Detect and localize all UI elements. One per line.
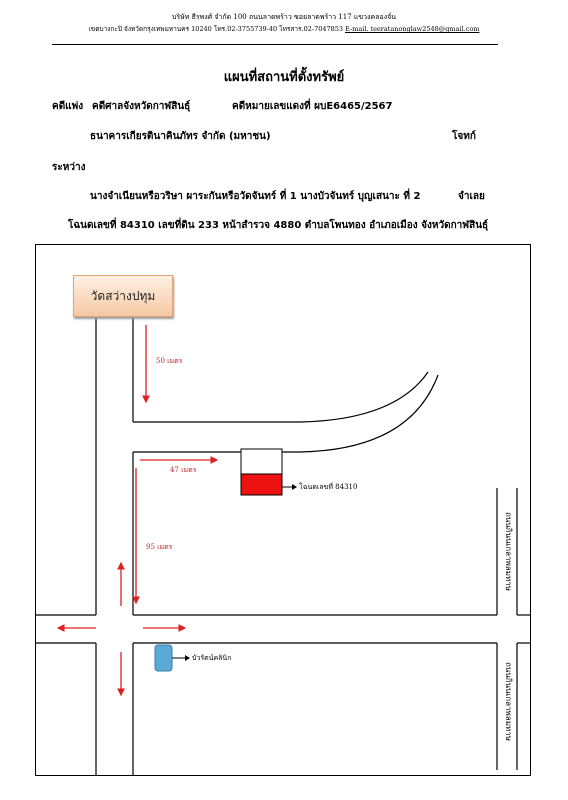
distance-label: 50 เมตร xyxy=(156,357,183,365)
temple-landmark: วัดสว่างปทุม xyxy=(73,275,173,317)
neighbor-plot xyxy=(241,449,282,474)
clinic-label: บัวรัตน์คลินิก xyxy=(192,654,232,662)
between-label: ระหว่าง xyxy=(52,162,86,173)
defendant-role: จำเลย xyxy=(458,191,485,202)
subject-plot xyxy=(241,474,282,495)
distance-label: 47 เมตร xyxy=(170,466,197,474)
court-name: คดีศาลจังหวัดกาฬสินธุ์ xyxy=(92,101,191,112)
phone-fax-text: เขตบางกะปิ จังหวัดกรุงเทพมหานคร 10240 โทร.02-3755739-40 โทรสาร.02-7047853 xyxy=(88,25,344,33)
road-label: ถนนกินนเกลาพลมทาษ xyxy=(504,662,513,742)
page-title: แผนที่สถานที่ตั้งทรัพย์ xyxy=(223,70,345,85)
defendant-name: นางจำเนียนหรือวริษา ผาระกันหรือวัดจันทร์ ที่ 1 นางบัวจันทร์ บุญเสนาะ ที่ 2 xyxy=(90,191,421,202)
case-type: คดีแพ่ง xyxy=(52,101,84,112)
curved-road xyxy=(133,372,428,422)
clinic-icon xyxy=(155,645,172,671)
curved-road xyxy=(133,375,438,452)
road-label: ถนนกินนเกลาพลมทาษ xyxy=(504,512,513,592)
plaintiff-name: ธนาคารเกียรตินาคินภัทร จำกัด (มหาชน) xyxy=(90,131,271,142)
company-address-line: บริษัท ธีรพงศ์ จำกัด 100 ถนนลาดพร้าว ซอยลาดพร้าว 117 แขวงคลองจั่น xyxy=(171,13,397,21)
distance-label: 95 เมตร xyxy=(146,543,173,551)
deed-plot-label: โฉนดเลขที่ 84310 xyxy=(299,483,358,491)
plaintiff-role: โจทก์ xyxy=(452,131,476,142)
email-link[interactable]: E-mail. teeratanonglaw2548@gmail.com xyxy=(345,25,480,33)
deed-details: โฉนดเลขที่ 84310 เลขที่ดิน 233 หน้าสำรวจ 4880 ตำบลโพนทอง อำเภอเมือง จังหวัดกาฬสินธุ์ xyxy=(68,220,489,231)
case-number: คดีหมายเลขแดงที่ ผบE6465/2567 xyxy=(232,101,393,112)
